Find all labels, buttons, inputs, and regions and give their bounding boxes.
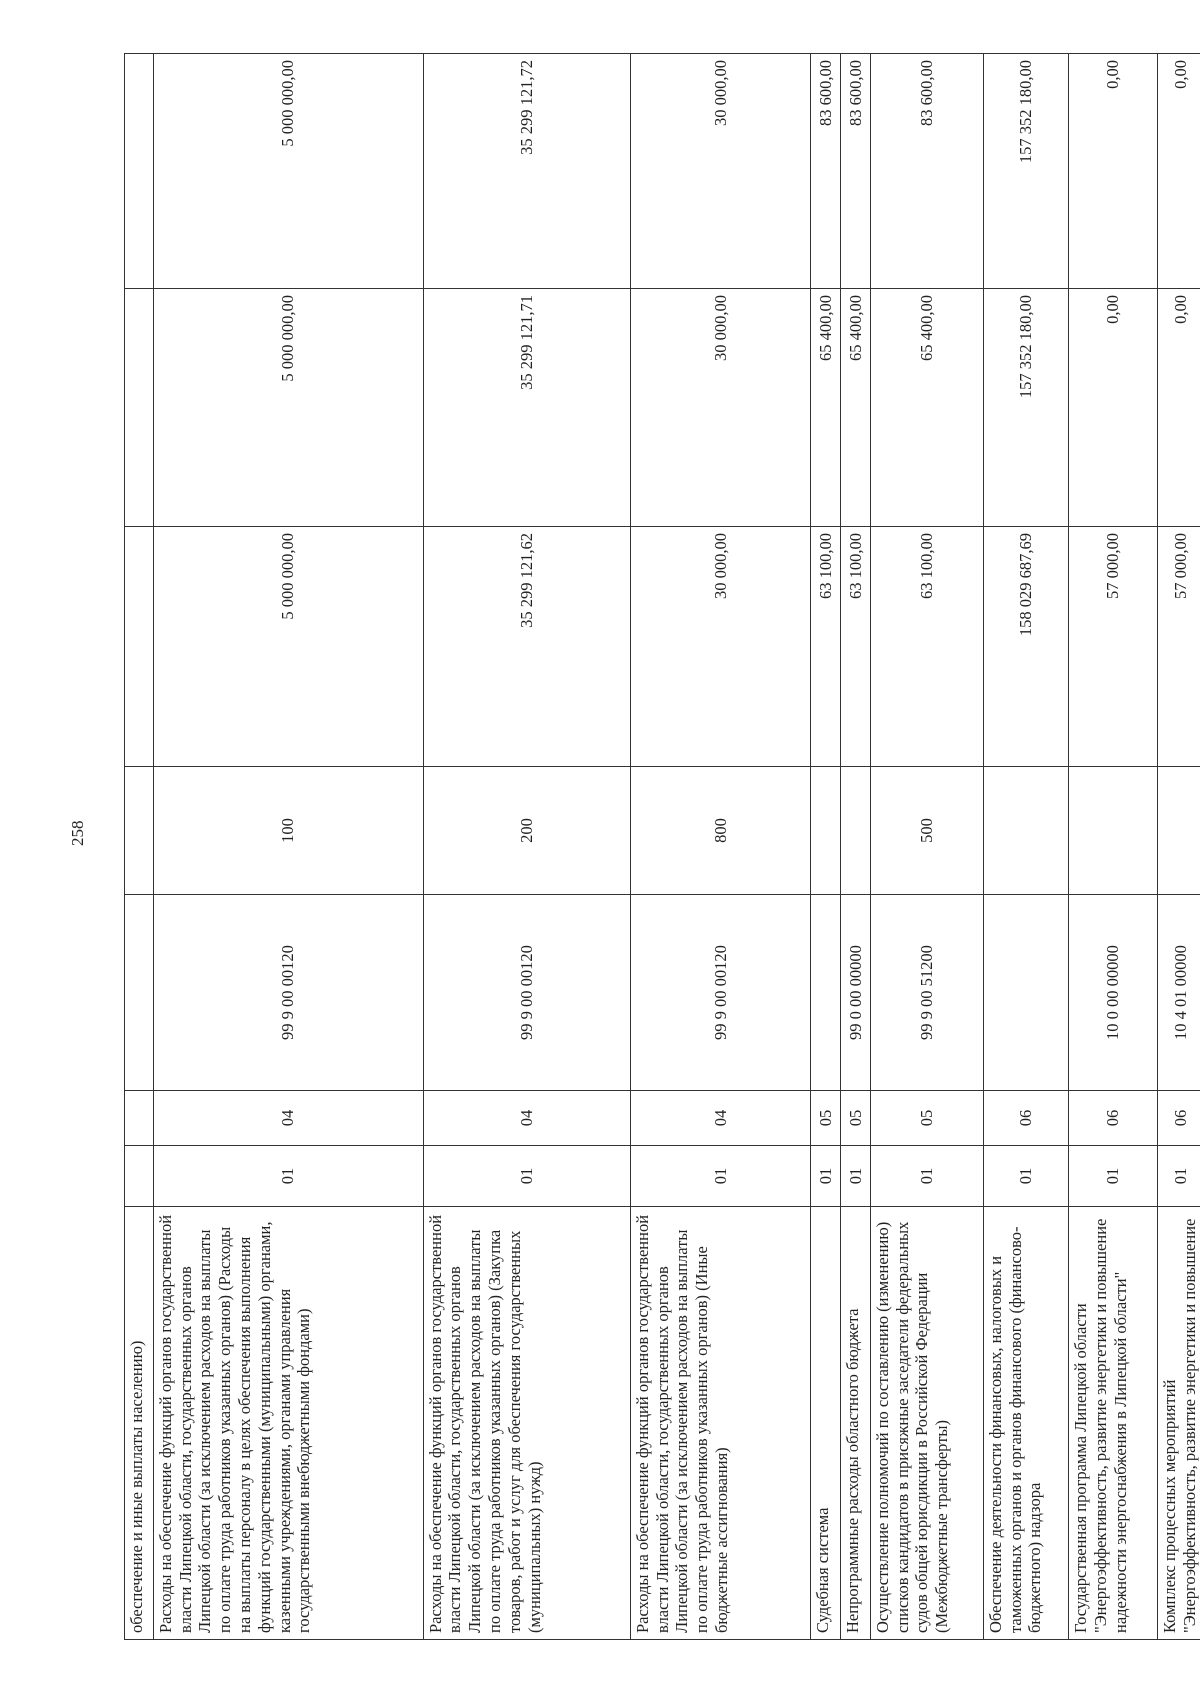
- target-article-cell: 99 9 00 00120: [423, 895, 630, 1091]
- section-code-cell: 01: [870, 1146, 983, 1207]
- table-row: [1068, 54, 1157, 1640]
- expense-type-cell: [811, 767, 841, 895]
- amount-cell-1: [125, 527, 154, 767]
- target-article-cell: 99 9 00 00120: [630, 895, 811, 1091]
- amount-cell-3: 35 299 121,72: [423, 54, 630, 289]
- section-code-cell: 01: [630, 1146, 811, 1207]
- subsection-code-cell: 04: [423, 1091, 630, 1146]
- subsection-code-cell: 04: [153, 1091, 423, 1146]
- section-code-cell: 01: [983, 1146, 1068, 1207]
- amount-cell-1: 5 000 000,00: [153, 527, 423, 767]
- amount-cell-1: 57 000,00: [1158, 527, 1200, 767]
- description-cell: Расходы на обеспечение функций органов государственной власти Липецкой области, государственных органов Липецкой области (за исключением расходов на выплаты по оплате труда работников указанных органов) (Иные бюджетные ассигнования): [630, 1207, 811, 1640]
- amount-cell-1: 63 100,00: [841, 527, 871, 767]
- amount-cell-3: 83 600,00: [870, 54, 983, 289]
- target-article-cell: 99 9 00 51200: [870, 895, 983, 1091]
- amount-cell-1: 57 000,00: [1068, 527, 1157, 767]
- section-code-cell: 01: [811, 1146, 841, 1207]
- target-article-cell: 10 0 00 00000: [1068, 895, 1157, 1091]
- target-article-cell: [983, 895, 1068, 1091]
- description-cell: Расходы на обеспечение функций органов государственной власти Липецкой области, государственных органов Липецкой области (за исключением расходов на выплаты по оплате труда работников указанных органов) (Закупка товаров, работ и услуг для обеспечения государственных (муниципальных) нужд): [423, 1207, 630, 1640]
- amount-cell-2: 65 400,00: [870, 289, 983, 527]
- amount-cell-2: 157 352 180,00: [983, 289, 1068, 527]
- section-code-cell: 01: [841, 1146, 871, 1207]
- subsection-code-cell: [125, 1091, 154, 1146]
- amount-cell-3: 0,00: [1068, 54, 1157, 289]
- section-code-cell: 01: [423, 1146, 630, 1207]
- amount-cell-2: 35 299 121,71: [423, 289, 630, 527]
- budget-table-rotated: [124, 54, 1200, 1640]
- expense-type-cell: [125, 767, 154, 895]
- amount-cell-1: 35 299 121,62: [423, 527, 630, 767]
- expense-type-cell: 200: [423, 767, 630, 895]
- amount-cell-3: 157 352 180,00: [983, 54, 1068, 289]
- section-code-cell: 01: [1068, 1146, 1157, 1207]
- amount-cell-3: 83 600,00: [841, 54, 871, 289]
- budget-table: [124, 53, 1200, 1640]
- amount-cell-3: 83 600,00: [811, 54, 841, 289]
- page-number: 258: [68, 820, 87, 846]
- expense-type-cell: 500: [870, 767, 983, 895]
- description-cell: Осуществление полномочий по составлению (изменению) списков кандидатов в присяжные заседатели федеральных судов общей юрисдикции в Российской Федерации (Межбюджетные трансферты): [870, 1207, 983, 1640]
- description-cell: Государственная программа Липецкой области "Энергоэффективность, развитие энергетики и повышение надежности энергоснабжения в Липецкой области": [1068, 1207, 1157, 1640]
- target-article-cell: 99 9 00 00120: [153, 895, 423, 1091]
- amount-cell-2: 65 400,00: [811, 289, 841, 527]
- subsection-code-cell: 05: [841, 1091, 871, 1146]
- amount-cell-3: 5 000 000,00: [153, 54, 423, 289]
- expense-type-cell: [841, 767, 871, 895]
- expense-type-cell: [1158, 767, 1200, 895]
- table-row: [1158, 54, 1200, 1640]
- amount-cell-1: 63 100,00: [811, 527, 841, 767]
- target-article-cell: 10 4 01 00000: [1158, 895, 1200, 1091]
- amount-cell-2: [125, 289, 154, 527]
- table-row: [125, 54, 154, 1640]
- subsection-code-cell: 05: [870, 1091, 983, 1146]
- amount-cell-2: 65 400,00: [841, 289, 871, 527]
- section-code-cell: [125, 1146, 154, 1207]
- description-cell: Непрограммные расходы областного бюджета: [841, 1207, 871, 1640]
- subsection-code-cell: 04: [630, 1091, 811, 1146]
- target-article-cell: 99 0 00 00000: [841, 895, 871, 1091]
- amount-cell-3: 0,00: [1158, 54, 1200, 289]
- expense-type-cell: 800: [630, 767, 811, 895]
- table-row: [870, 54, 983, 1640]
- amount-cell-2: 0,00: [1158, 289, 1200, 527]
- amount-cell-1: 63 100,00: [870, 527, 983, 767]
- table-row: [630, 54, 811, 1640]
- table-row: [811, 54, 841, 1640]
- subsection-code-cell: 06: [1068, 1091, 1157, 1146]
- table-row: [983, 54, 1068, 1640]
- amount-cell-2: 5 000 000,00: [153, 289, 423, 527]
- amount-cell-3: 30 000,00: [630, 54, 811, 289]
- target-article-cell: [811, 895, 841, 1091]
- amount-cell-2: 30 000,00: [630, 289, 811, 527]
- description-cell: Судебная система: [811, 1207, 841, 1640]
- description-cell: Обеспечение деятельности финансовых, налоговых и таможенных органов и органов финансового (финансово-бюджетного) надзора: [983, 1207, 1068, 1640]
- description-cell: обеспечение и иные выплаты населению): [125, 1207, 154, 1640]
- expense-type-cell: [1068, 767, 1157, 895]
- subsection-code-cell: 05: [811, 1091, 841, 1146]
- subsection-code-cell: 06: [1158, 1091, 1200, 1146]
- description-cell: Комплекс процессных мероприятий "Энергоэффективность, развитие энергетики и повышение: [1158, 1207, 1200, 1640]
- amount-cell-1: 158 029 687,69: [983, 527, 1068, 767]
- description-cell: Расходы на обеспечение функций органов государственной власти Липецкой области, государственных органов Липецкой области (за исключением расходов на выплаты по оплате труда работников указанных органов) (Расходы на выплаты персоналу в целях обеспечения выполнения функций государственными (муниципальными) органами, казенными учреждениями, органами управления государственными внебюджетными фондами): [153, 1207, 423, 1640]
- expense-type-cell: [983, 767, 1068, 895]
- section-code-cell: 01: [1158, 1146, 1200, 1207]
- table-row: [153, 54, 423, 1640]
- target-article-cell: [125, 895, 154, 1091]
- subsection-code-cell: 06: [983, 1091, 1068, 1146]
- table-row: [841, 54, 871, 1640]
- section-code-cell: 01: [153, 1146, 423, 1207]
- amount-cell-1: 30 000,00: [630, 527, 811, 767]
- amount-cell-2: 0,00: [1068, 289, 1157, 527]
- amount-cell-3: [125, 54, 154, 289]
- table-row: [423, 54, 630, 1640]
- expense-type-cell: 100: [153, 767, 423, 895]
